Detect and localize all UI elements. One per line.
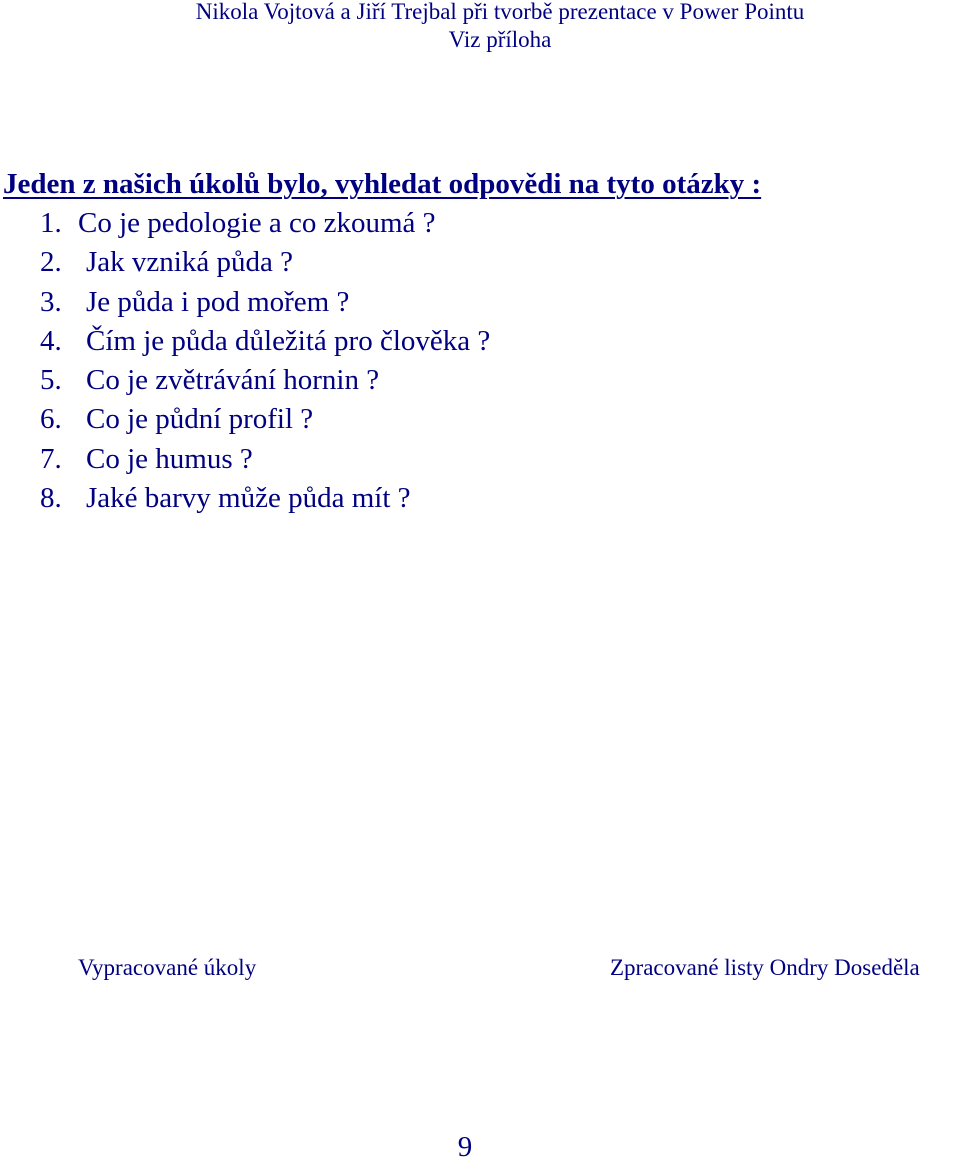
question-number: 5.: [40, 364, 62, 397]
question-text: Co je humus ?: [86, 442, 253, 475]
question-number: 2.: [40, 246, 62, 279]
caption-completed-tasks: Vypracované úkoly: [78, 955, 257, 980]
question-text: Jak vzniká půda ?: [86, 246, 293, 279]
caption-processed-sheets: Zpracované listy Ondry Doseděla: [610, 955, 920, 980]
question-text: Co je půdní profil ?: [86, 403, 314, 436]
question-text: Co je pedologie a co zkoumá ?: [78, 207, 436, 239]
question-number: 8.: [40, 482, 62, 515]
question-number: 4.: [40, 324, 62, 357]
question-number: 3.: [40, 285, 62, 318]
question-text: Je půda i pod mořem ?: [86, 285, 350, 318]
question-number: 1.: [40, 207, 62, 239]
section-heading: Jeden z našich úkolů bylo, vyhledat odpovědi na tyto otázky :: [3, 168, 762, 200]
header-attachment-note: Viz příloha: [448, 27, 552, 52]
question-text: Čím je půda důležitá pro člověka ?: [86, 324, 491, 357]
page-number: 9: [457, 1131, 473, 1163]
question-number: 6.: [40, 403, 62, 436]
question-text: Co je zvětrávání hornin ?: [86, 364, 380, 397]
question-text: Jaké barvy může půda mít ?: [86, 482, 411, 515]
header-authors-line: Nikola Vojtová a Jiří Trejbal při tvorbě prezentace v Power Pointu: [195, 0, 805, 24]
question-number: 7.: [40, 442, 62, 475]
